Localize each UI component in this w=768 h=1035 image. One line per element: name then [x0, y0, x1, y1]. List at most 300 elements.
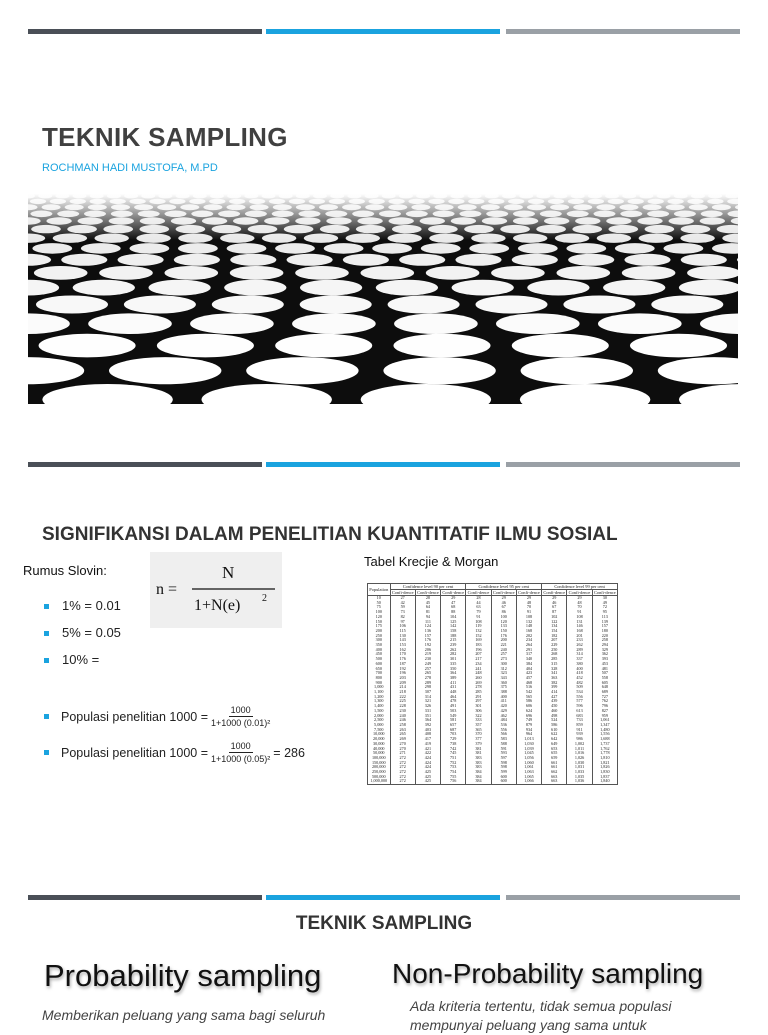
- sample-size-cell: 534: [567, 690, 592, 695]
- sample-size-cell: 188: [441, 634, 466, 639]
- sample-size-cell: 328: [542, 667, 567, 672]
- sample-size-cell: 301: [466, 704, 491, 709]
- sample-size-cell: 67: [542, 605, 567, 610]
- sample-size-cell: 393: [592, 657, 617, 662]
- sample-size-cell: 879: [516, 723, 541, 728]
- fraction-denominator: 1+1000 (0.05)²: [211, 754, 271, 764]
- population-cell: 100: [368, 610, 391, 615]
- population-cell: 1,000: [368, 685, 391, 690]
- sample-size-cell: 262: [441, 648, 466, 653]
- sample-size-cell: 257: [415, 667, 440, 672]
- sample-size-cell: 46: [542, 601, 567, 606]
- population-fraction: [211, 705, 270, 728]
- sample-size-cell: 340: [516, 657, 541, 662]
- sample-size-cell: 314: [567, 652, 592, 657]
- population-cell: 20,000: [368, 737, 391, 742]
- sample-size-cell: 209: [390, 681, 415, 686]
- sample-size-cell: 1,002: [567, 742, 592, 747]
- sample-size-cell: 218: [390, 690, 415, 695]
- sample-size-cell: 859: [567, 723, 592, 728]
- sample-size-cell: 364: [441, 671, 466, 676]
- sample-size-cell: 751: [441, 756, 466, 761]
- sample-size-cell: 219: [415, 652, 440, 657]
- sample-size-cell: 581: [441, 718, 466, 723]
- sample-size-cell: 157: [415, 634, 440, 639]
- sample-size-cell: 1,065: [516, 775, 541, 780]
- accent-bar-blue: [266, 29, 500, 34]
- column-header: Confi-dence: [442, 590, 465, 595]
- sample-size-cell: 738: [441, 742, 466, 747]
- sample-size-cell: 192: [390, 667, 415, 672]
- sample-size-cell: 133: [491, 624, 516, 629]
- sample-size-cell: 335: [441, 662, 466, 667]
- sample-size-cell: 663: [542, 775, 567, 780]
- population-cell: 30,000: [368, 742, 391, 747]
- slide-title: TEKNIK SAMPLING: [42, 122, 288, 152]
- sample-size-cell: 86: [491, 610, 516, 615]
- sample-size-cell: 588: [491, 742, 516, 747]
- sample-size-cell: 516: [516, 685, 541, 690]
- sample-size-cell: 341: [542, 671, 567, 676]
- sample-size-cell: 478: [441, 699, 466, 704]
- sample-size-cell: 119: [466, 624, 491, 629]
- sample-size-cell: 329: [592, 648, 617, 653]
- sample-size-cell: 1,045: [516, 751, 541, 756]
- non-probability-heading: Non-Probability sampling: [392, 958, 704, 989]
- sample-size-cell: 350: [441, 667, 466, 672]
- sample-size-cell: 703: [441, 732, 466, 737]
- population-cell: 200: [368, 629, 391, 634]
- sample-size-cell: 1,347: [592, 723, 617, 728]
- sample-size-cell: 648: [592, 685, 617, 690]
- sample-size-cell: 599: [491, 770, 516, 775]
- sample-size-cell: 176: [415, 638, 440, 643]
- sample-size-cell: 306: [466, 709, 491, 714]
- population-result: = 286: [273, 745, 305, 760]
- formula-numerator: N: [222, 563, 235, 582]
- sample-size-cell: 606: [516, 704, 541, 709]
- population-cell: 200,000: [368, 765, 391, 770]
- sample-size-cell: 1,060: [516, 761, 541, 766]
- fraction-numerator: 1000: [230, 705, 251, 715]
- significance-list: [42, 598, 121, 679]
- sample-size-cell: 384: [466, 779, 491, 784]
- sample-size-cell: 111: [415, 620, 440, 625]
- sample-size-cell: 377: [466, 737, 491, 742]
- sample-size-cell: 1,031: [567, 765, 592, 770]
- sample-size-cell: 182: [542, 634, 567, 639]
- sample-size-cell: 81: [415, 610, 440, 615]
- sample-size-cell: 370: [466, 732, 491, 737]
- non-probability-description: Ada kriteria tertentu, tidak semua populasi mempunyai peluang yang sama untuk: [410, 998, 672, 1033]
- population-cell: 2,000: [368, 714, 391, 719]
- sample-size-cell: 727: [592, 695, 617, 700]
- sample-size-cell: 143: [390, 638, 415, 643]
- sample-size-cell: 464: [441, 695, 466, 700]
- sample-size-cell: 214: [390, 685, 415, 690]
- sample-size-cell: 29: [516, 596, 541, 601]
- column-header: Confi-dence: [467, 590, 490, 595]
- sample-size-cell: 217: [466, 657, 491, 662]
- sample-size-cell: 228: [390, 704, 415, 709]
- sample-size-cell: 1,810: [592, 756, 617, 761]
- sample-size-cell: 115: [390, 629, 415, 634]
- sample-size-cell: 600: [491, 775, 516, 780]
- population-cell: 700: [368, 671, 391, 676]
- sample-size-cell: 48: [516, 601, 541, 606]
- population-cell: 450: [368, 652, 391, 657]
- sample-size-cell: 411: [491, 699, 516, 704]
- population-cell: 100,000: [368, 756, 391, 761]
- sample-size-cell: 91: [567, 610, 592, 615]
- sample-size-cell: 745: [441, 751, 466, 756]
- sample-size-cell: 439: [542, 699, 567, 704]
- sample-size-cell: 95: [592, 610, 617, 615]
- sample-size-cell: 755: [441, 775, 466, 780]
- sample-size-cell: 225: [390, 699, 415, 704]
- sample-size-cell: 268: [542, 652, 567, 657]
- sample-size-cell: 82: [390, 615, 415, 620]
- sample-size-cell: 221: [491, 643, 516, 648]
- accent-bar-blue: [266, 895, 500, 900]
- sample-size-cell: 249: [415, 662, 440, 667]
- group-header: Confidence level 90 per cent: [390, 584, 466, 590]
- sample-size-cell: 59: [390, 605, 415, 610]
- sample-size-cell: 317: [516, 652, 541, 657]
- column-header: Confi-dence: [417, 590, 439, 595]
- sample-size-cell: 63: [466, 605, 491, 610]
- sample-size-cell: 201: [567, 634, 592, 639]
- slovin-label: Rumus Slovin:: [23, 563, 107, 578]
- sample-size-cell: 556: [567, 695, 592, 700]
- sample-size-cell: 108: [516, 615, 541, 620]
- sample-size-cell: 337: [567, 657, 592, 662]
- population-cell: 120: [368, 615, 391, 620]
- sample-size-cell: 272: [390, 770, 415, 775]
- sample-size-cell: 270: [390, 747, 415, 752]
- sample-size-cell: 315: [542, 662, 567, 667]
- sample-size-cell: 187: [390, 662, 415, 667]
- sample-size-cell: 419: [415, 742, 440, 747]
- sample-size-cell: 1,056: [516, 756, 541, 761]
- sample-size-cell: 1,063: [516, 770, 541, 775]
- sample-size-cell: 42: [390, 601, 415, 606]
- sample-size-cell: 207: [542, 638, 567, 643]
- sample-size-cell: 482: [567, 681, 592, 686]
- sample-size-cell: 321: [415, 699, 440, 704]
- sample-size-cell: 657: [441, 723, 466, 728]
- sample-size-cell: 97: [390, 620, 415, 625]
- sample-size-cell: 1,840: [592, 779, 617, 784]
- sample-size-cell: 272: [390, 779, 415, 784]
- sample-size-cell: 154: [542, 629, 567, 634]
- group-header: Confidence level 99 per cent: [542, 584, 618, 590]
- sample-size-cell: 30: [592, 596, 617, 601]
- sample-size-cell: 687: [441, 728, 466, 733]
- sample-size-cell: 462: [491, 714, 516, 719]
- sample-size-cell: 45: [415, 601, 440, 606]
- sample-size-cell: 234: [516, 638, 541, 643]
- sample-size-cell: 383: [466, 756, 491, 761]
- accent-bar-dark: [28, 895, 262, 900]
- sample-size-cell: 425: [415, 779, 440, 784]
- sample-size-cell: 240: [491, 648, 516, 653]
- sample-size-cell: 364: [415, 718, 440, 723]
- sample-size-cell: 1,061: [592, 718, 617, 723]
- sample-size-cell: 272: [390, 756, 415, 761]
- population-cell: 175: [368, 624, 391, 629]
- sample-size-cell: 593: [491, 751, 516, 756]
- sample-size-cell: 102: [542, 615, 567, 620]
- sample-size-cell: 742: [441, 747, 466, 752]
- population-cell: 500,000: [368, 775, 391, 780]
- accent-bar-gray: [506, 895, 740, 900]
- sample-size-cell: 271: [390, 751, 415, 756]
- list-item: 5% = 0.05: [42, 625, 121, 652]
- sample-size-cell: 300: [491, 662, 516, 667]
- sample-size-cell: 272: [390, 765, 415, 770]
- sample-size-cell: 389: [441, 676, 466, 681]
- sample-size-cell: 911: [567, 728, 592, 733]
- sample-size-cell: 264: [516, 643, 541, 648]
- population-header: Population: [368, 584, 391, 596]
- sample-size-cell: 131: [567, 620, 592, 625]
- formula-lhs: n =: [156, 581, 178, 598]
- sample-size-cell: 1,036: [567, 779, 592, 784]
- population-cell: 900: [368, 681, 391, 686]
- sample-size-cell: 240: [390, 714, 415, 719]
- sample-size-cell: 749: [516, 718, 541, 723]
- sample-size-cell: 558: [592, 676, 617, 681]
- sample-size-cell: 250: [542, 648, 567, 653]
- sample-size-cell: 622: [542, 732, 567, 737]
- sample-size-cell: 285: [466, 690, 491, 695]
- sample-size-cell: 246: [390, 718, 415, 723]
- probability-description: Memberikan peluang yang sama bagi seluruh: [42, 1007, 326, 1023]
- sample-size-cell: 509: [567, 685, 592, 690]
- sample-size-cell: 230: [390, 709, 415, 714]
- sample-size-cell: 222: [390, 695, 415, 700]
- sample-size-cell: 269: [390, 737, 415, 742]
- sample-size-cell: 934: [516, 728, 541, 733]
- sample-size-cell: 278: [466, 685, 491, 690]
- sample-size-cell: 754: [441, 770, 466, 775]
- population-cell: 250: [368, 634, 391, 639]
- sample-size-cell: 653: [542, 747, 567, 752]
- sample-size-cell: 1,556: [592, 732, 617, 737]
- sample-size-cell: 152: [466, 634, 491, 639]
- sample-size-cell: 289: [415, 681, 440, 686]
- sample-size-cell: 683: [567, 714, 592, 719]
- sample-size-cell: 215: [441, 638, 466, 643]
- sample-size-cell: 192: [415, 643, 440, 648]
- sample-size-cell: 420: [491, 704, 516, 709]
- formula-exponent: 2: [262, 593, 267, 604]
- sample-size-cell: 106: [390, 624, 415, 629]
- sample-size-cell: 1,066: [516, 779, 541, 784]
- sample-size-cell: 343: [491, 676, 516, 681]
- column-header: Confi-dence: [391, 590, 414, 595]
- sample-size-cell: 265: [415, 671, 440, 676]
- sample-size-cell: 365: [466, 728, 491, 733]
- sample-size-cell: 207: [466, 652, 491, 657]
- sample-size-cell: 132: [466, 629, 491, 634]
- population-cell: 800: [368, 676, 391, 681]
- sample-size-cell: 1,030: [567, 761, 592, 766]
- sample-size-cell: 323: [491, 671, 516, 676]
- sample-size-cell: 44: [466, 601, 491, 606]
- sample-size-cell: 959: [592, 714, 617, 719]
- sample-size-cell: 649: [542, 742, 567, 747]
- section-title: SIGNIFIKANSI DALAM PENELITIAN KUANTITATIF ILMU SOSIAL: [42, 524, 618, 545]
- population-cell: 40,000: [368, 747, 391, 752]
- sample-size-cell: 591: [491, 747, 516, 752]
- sample-size-cell: 1,061: [516, 765, 541, 770]
- population-cell: 1,100: [368, 690, 391, 695]
- sample-size-cell: 29: [542, 596, 567, 601]
- sample-size-cell: 1,016: [567, 751, 592, 756]
- sample-size-cell: 27: [390, 596, 415, 601]
- population-cell: 1,200: [368, 695, 391, 700]
- sample-size-cell: 662: [542, 770, 567, 775]
- sample-size-cell: 452: [567, 676, 592, 681]
- sample-size-cell: 1,821: [592, 761, 617, 766]
- sample-size-cell: 265: [390, 732, 415, 737]
- sample-size-cell: 239: [441, 643, 466, 648]
- sample-size-cell: 113: [592, 615, 617, 620]
- krejcie-morgan-table: [367, 583, 618, 785]
- sample-size-cell: 162: [390, 648, 415, 653]
- sample-size-cell: 64: [415, 605, 440, 610]
- sample-size-cell: 291: [516, 648, 541, 653]
- sample-size-cell: 291: [466, 695, 491, 700]
- sample-size-cell: 536: [491, 723, 516, 728]
- accent-bar-gray: [506, 29, 740, 34]
- sample-size-cell: 383: [466, 761, 491, 766]
- sample-size-cell: 79: [466, 610, 491, 615]
- sample-size-cell: 120: [491, 620, 516, 625]
- sample-size-cell: 756: [441, 779, 466, 784]
- sample-size-cell: 1,826: [592, 765, 617, 770]
- sample-size-cell: 524: [542, 718, 567, 723]
- population-cell: 10,000: [368, 732, 391, 737]
- sample-size-cell: 241: [466, 667, 491, 672]
- sample-size-cell: 168: [567, 629, 592, 634]
- population-cell: 50,000: [368, 751, 391, 756]
- accent-bar-dark: [28, 462, 262, 467]
- sample-size-cell: 1,033: [567, 770, 592, 775]
- slovin-formula: [150, 552, 282, 628]
- sample-size-cell: 100: [491, 615, 516, 620]
- sample-size-cell: 1,737: [592, 742, 617, 747]
- table-row: [368, 779, 618, 784]
- sample-size-cell: 248: [466, 671, 491, 676]
- sample-size-cell: 176: [390, 657, 415, 662]
- sample-size-cell: 986: [567, 737, 592, 742]
- population-cell: 1,300: [368, 699, 391, 704]
- sample-size-cell: 605: [592, 681, 617, 686]
- sample-size-cell: 1,778: [592, 751, 617, 756]
- sample-size-cell: 269: [466, 681, 491, 686]
- accent-bar-blue: [266, 462, 500, 467]
- population-cell: 7,500: [368, 728, 391, 733]
- sample-size-cell: 322: [466, 714, 491, 719]
- sample-size-cell: 403: [415, 728, 440, 733]
- sample-size-cell: 753: [441, 765, 466, 770]
- column-header: Confi-dence: [492, 590, 515, 595]
- fraction-denominator: 1+1000 (0.01)²: [211, 718, 271, 728]
- sample-size-cell: 689: [592, 690, 617, 695]
- sample-size-cell: 427: [542, 695, 567, 700]
- sample-size-cell: 733: [567, 718, 592, 723]
- sample-size-cell: 1,837: [592, 775, 617, 780]
- sample-size-cell: 1,030: [516, 742, 541, 747]
- sample-size-cell: 425: [415, 775, 440, 780]
- sample-size-cell: 307: [415, 690, 440, 695]
- sample-size-cell: 400: [491, 695, 516, 700]
- column-header: Confi-dence: [593, 590, 616, 595]
- sample-size-cell: 262: [567, 643, 592, 648]
- sample-size-cell: 762: [592, 699, 617, 704]
- column-header: Confi-dence: [568, 590, 591, 595]
- population-cell: 50: [368, 601, 391, 606]
- sample-size-cell: 827: [592, 709, 617, 714]
- sample-size-cell: 384: [516, 662, 541, 667]
- sample-size-cell: 659: [542, 756, 567, 761]
- sample-size-cell: 460: [542, 709, 567, 714]
- sample-size-cell: 73: [390, 610, 415, 615]
- sample-size-cell: 68: [441, 605, 466, 610]
- sample-size-cell: 298: [415, 685, 440, 690]
- sample-size-cell: 314: [415, 695, 440, 700]
- sample-size-cell: 272: [390, 761, 415, 766]
- sample-size-cell: 549: [441, 714, 466, 719]
- sample-size-cell: 424: [415, 765, 440, 770]
- sample-size-cell: 481: [592, 667, 617, 672]
- sample-size-cell: 414: [542, 690, 567, 695]
- sample-size-cell: 108: [466, 620, 491, 625]
- sample-size-cell: 384: [466, 770, 491, 775]
- population-cell: 500: [368, 657, 391, 662]
- sample-size-cell: 91: [516, 610, 541, 615]
- bullet-icon: [44, 714, 49, 719]
- sample-size-cell: 150: [491, 629, 516, 634]
- sample-size-cell: 655: [542, 751, 567, 756]
- accent-bar-gray: [506, 462, 740, 467]
- sample-size-cell: 233: [567, 638, 592, 643]
- population-cell: 2,500: [368, 718, 391, 723]
- sample-size-cell: 624: [516, 709, 541, 714]
- sample-size-cell: 613: [567, 709, 592, 714]
- population-cell: 600: [368, 662, 391, 667]
- sample-size-cell: 272: [390, 775, 415, 780]
- sample-size-cell: 273: [491, 657, 516, 662]
- sample-size-cell: 257: [491, 652, 516, 657]
- sample-size-cell: 796: [592, 704, 617, 709]
- sample-size-cell: 91: [466, 615, 491, 620]
- sample-size-cell: 425: [415, 770, 440, 775]
- sample-size-cell: 301: [441, 657, 466, 662]
- section-title: TEKNIK SAMPLING: [295, 913, 473, 934]
- sample-size-cell: 556: [491, 728, 516, 733]
- sample-size-cell: 196: [466, 648, 491, 653]
- sample-size-cell: 392: [415, 723, 440, 728]
- sample-size-cell: 294: [592, 643, 617, 648]
- sample-size-cell: 429: [491, 709, 516, 714]
- sample-size-cell: 289: [567, 648, 592, 653]
- population-cell: 1,000,000: [368, 779, 391, 784]
- sample-size-cell: 752: [441, 761, 466, 766]
